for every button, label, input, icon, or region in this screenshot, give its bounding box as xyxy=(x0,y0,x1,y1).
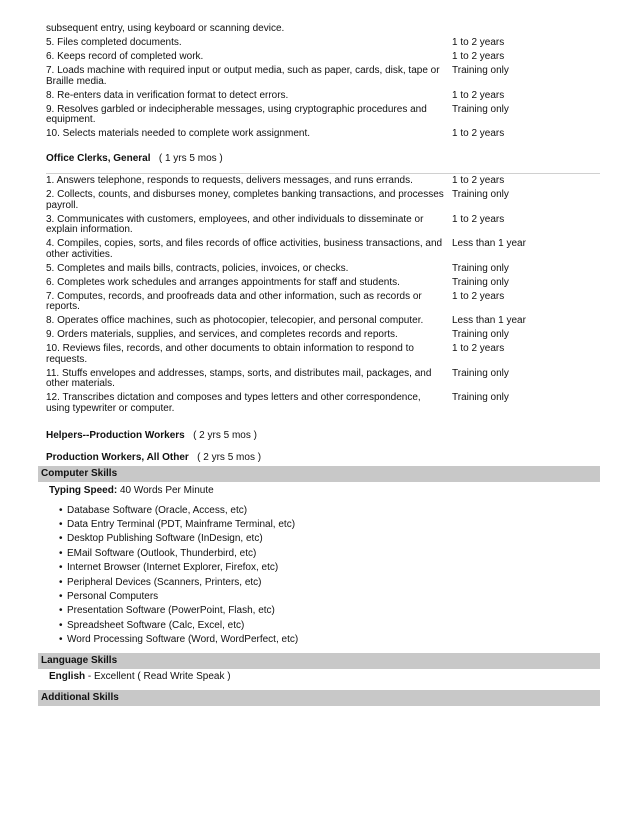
typing-speed-label: Typing Speed: xyxy=(49,484,118,496)
typing-speed-value: 40 Words Per Minute xyxy=(119,484,214,496)
task-row xyxy=(46,237,600,262)
task-row xyxy=(46,262,600,276)
list-item xyxy=(59,504,600,518)
task-row xyxy=(46,64,600,89)
task-description: 3. Communicates with customers, employees, and other individuals to disseminate or explain information. xyxy=(46,213,424,235)
list-item xyxy=(59,576,600,590)
task-row xyxy=(46,174,600,188)
task-duration: Training only xyxy=(452,367,509,379)
occupation-production-workers-other xyxy=(46,452,600,464)
bullet-icon: • xyxy=(59,619,63,631)
task-row xyxy=(46,328,600,342)
computer-skill: Database Software (Oracle, Access, etc) xyxy=(67,504,248,516)
task-duration: 1 to 2 years xyxy=(452,175,505,186)
task-description: 10. Selects materials needed to complete work assignment. xyxy=(46,128,311,139)
task-duration: 1 to 2 years xyxy=(452,37,505,48)
list-item xyxy=(59,561,600,575)
task-description: 4. Compiles, copies, sorts, and files records of office activities, business transactions, and other activities. xyxy=(46,238,443,260)
task-row xyxy=(46,36,600,50)
task-row xyxy=(46,276,600,290)
task-row xyxy=(46,50,600,64)
task-description: 10. Reviews files, records, and other documents to obtain information to respond to requests. xyxy=(46,343,414,365)
bullet-icon: • xyxy=(59,547,63,559)
task-duration: Training only xyxy=(452,103,509,115)
occupation-duration: ( 1 yrs 5 mos ) xyxy=(158,153,223,164)
task-description: 12. Transcribes dictation and composes and types letters and other correspondence, using typewriter or computer. xyxy=(46,392,421,414)
computer-skill: Spreadsheet Software (Calc, Excel, etc) xyxy=(67,619,245,631)
section-header-computer-skills: Computer Skills xyxy=(38,466,600,482)
task-description: 7. Loads machine with required input or output media, such as paper, cards, disk, tape or Braille media. xyxy=(46,65,440,87)
computer-skill: Internet Browser (Internet Explorer, Firefox, etc) xyxy=(67,562,279,574)
task-description: 5. Completes and mails bills, contracts, policies, invoices, or checks. xyxy=(46,262,349,274)
task-duration: Training only xyxy=(452,189,509,200)
task-description: 11. Stuffs envelopes and addresses, stamps, sorts, and distributes mail, packages, and other materials. xyxy=(46,367,432,389)
list-item xyxy=(59,604,600,618)
resume-page xyxy=(38,0,600,706)
task-row xyxy=(46,22,600,36)
occupation-title: Helpers--Production Workers xyxy=(46,429,185,441)
task-description: 8. Operates office machines, such as photocopier, telecopier, and personal computer. xyxy=(46,315,424,326)
list-item xyxy=(59,547,600,561)
task-row xyxy=(46,103,600,128)
task-duration: Training only xyxy=(452,276,509,288)
occupation-duration: ( 2 yrs 5 mos ) xyxy=(197,451,262,463)
task-duration: 1 to 2 years xyxy=(452,89,505,101)
bullet-icon: • xyxy=(59,590,63,602)
list-item xyxy=(59,518,600,532)
task-row xyxy=(46,391,600,416)
occupation-duration: ( 2 yrs 5 mos ) xyxy=(193,429,257,441)
task-row xyxy=(46,314,600,328)
task-description: 7. Computes, records, and proofreads data and other information, such as records or reports. xyxy=(46,290,422,312)
task-description: 8. Re-enters data in verification format to detect errors. xyxy=(46,89,289,101)
task-duration: Training only xyxy=(452,392,509,403)
task-duration: 1 to 2 years xyxy=(452,128,505,139)
list-item xyxy=(59,633,600,647)
computer-skill: Data Entry Terminal (PDT, Mainframe Terminal, etc) xyxy=(67,518,296,530)
task-duration: Training only xyxy=(452,329,509,340)
bullet-icon: • xyxy=(59,518,63,530)
task-row xyxy=(46,213,600,238)
task-description: subsequent entry, using keyboard or scanning device. xyxy=(46,23,285,34)
task-duration: Training only xyxy=(452,262,509,274)
task-row xyxy=(46,188,600,213)
computer-skill: Desktop Publishing Software (InDesign, etc) xyxy=(67,533,263,545)
bullet-icon: • xyxy=(59,605,63,617)
computer-skill: Presentation Software (PowerPoint, Flash, etc) xyxy=(67,605,275,617)
task-duration: Less than 1 year xyxy=(452,238,526,249)
task-description: 9. Orders materials, supplies, and services, and completes records and reports. xyxy=(46,329,398,340)
bullet-icon: • xyxy=(59,634,63,646)
task-table-previous xyxy=(46,22,600,141)
task-table-office-clerks xyxy=(46,174,600,416)
task-description: 5. Files completed documents. xyxy=(46,37,182,48)
task-row xyxy=(46,89,600,103)
task-description: 6. Keeps record of completed work. xyxy=(46,51,204,62)
computer-skill: Personal Computers xyxy=(67,590,159,602)
language-name: English xyxy=(49,670,86,682)
task-duration: 1 to 2 years xyxy=(452,51,505,62)
task-row xyxy=(46,342,600,367)
task-description: 1. Answers telephone, responds to requests, delivers messages, and runs errands. xyxy=(46,175,413,186)
task-row xyxy=(46,127,600,141)
task-duration: Training only xyxy=(452,65,509,76)
task-duration xyxy=(452,24,600,35)
section-header-additional-skills: Additional Skills xyxy=(38,690,600,706)
list-item xyxy=(59,532,600,546)
typing-speed xyxy=(49,484,600,498)
bullet-icon: • xyxy=(59,576,63,588)
bullet-icon: • xyxy=(59,504,63,516)
computer-skill: Word Processing Software (Word, WordPerfect, etc) xyxy=(67,634,299,646)
task-duration: 1 to 2 years xyxy=(452,290,505,302)
language-entry xyxy=(49,670,600,684)
task-row xyxy=(46,367,600,392)
task-duration: 1 to 2 years xyxy=(452,213,505,225)
bullet-icon: • xyxy=(59,533,63,545)
list-item xyxy=(59,619,600,633)
task-description: 6. Completes work schedules and arranges appointments for staff and students. xyxy=(46,276,400,288)
computer-skill: Peripheral Devices (Scanners, Printers, etc) xyxy=(67,576,262,588)
language-level: - Excellent ( Read Write Speak ) xyxy=(87,670,231,682)
task-description: 9. Resolves garbled or indecipherable messages, using cryptographic procedures and equipment. xyxy=(46,103,427,125)
occupation-helpers-production xyxy=(46,430,600,442)
task-duration: 1 to 2 years xyxy=(452,343,505,354)
bullet-icon: • xyxy=(59,562,63,574)
computer-skill: EMail Software (Outlook, Thunderbird, etc) xyxy=(67,547,257,559)
task-duration: Less than 1 year xyxy=(452,315,526,326)
occupation-title: Production Workers, All Other xyxy=(46,451,189,463)
task-description: 2. Collects, counts, and disburses money, completes banking transactions, and processes payroll. xyxy=(46,189,444,211)
occupation-title: Office Clerks, General xyxy=(46,153,151,164)
list-item xyxy=(59,590,600,604)
computer-skills-list xyxy=(59,504,600,648)
section-header-language-skills: Language Skills xyxy=(38,653,600,669)
occupation-office-clerks xyxy=(46,153,600,165)
task-row xyxy=(46,290,600,315)
